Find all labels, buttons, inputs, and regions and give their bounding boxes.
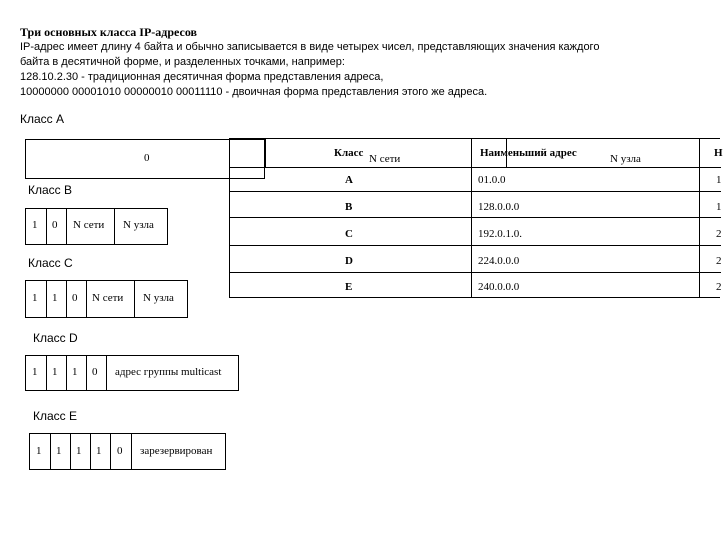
class-d-bit-3: 1	[72, 366, 78, 378]
class-d-multicast-field: адрес группы multicast	[115, 366, 222, 378]
class-d-label: Класс D	[33, 331, 78, 345]
header-clipped: Н	[714, 147, 723, 159]
intro-line-4: 10000000 00001010 00000010 00011110 - двоичная форма представления этого же адреса.	[20, 86, 488, 98]
row-c-class: C	[345, 228, 353, 240]
class-c-bit-3: 0	[72, 292, 78, 304]
class-a-label: Класс А	[20, 112, 65, 126]
class-e-reserved-field: зарезервирован	[140, 445, 213, 457]
row-b-class: B	[345, 201, 353, 213]
class-c-bit-2: 1	[52, 292, 58, 304]
header-lowest-address: Наименьший адрес	[480, 147, 577, 159]
class-d-bit-2: 1	[52, 366, 58, 378]
class-c-bit-1: 1	[32, 292, 38, 304]
class-address-table	[229, 138, 723, 298]
class-e-bit-1: 1	[36, 445, 42, 457]
class-c-net-field: N сети	[92, 292, 124, 304]
row-e-address: 240.0.0.0	[478, 281, 520, 293]
row-c-address: 192.0.1.0.	[478, 228, 522, 240]
class-e-diagram	[29, 433, 226, 470]
intro-line-2: байта в десятичной форме, и разделенных точками, например:	[20, 56, 345, 68]
row-a-class: A	[345, 174, 353, 186]
class-d-bit-4: 0	[92, 366, 98, 378]
class-c-host-field: N узла	[143, 292, 174, 304]
header-net-number: N сети	[369, 153, 401, 165]
class-e-bit-3: 1	[76, 445, 82, 457]
page-title: Три основных класса IP-адресов	[20, 25, 198, 39]
row-d-tail: 2	[716, 255, 722, 267]
class-d-diagram	[25, 355, 239, 391]
row-a-address: 01.0.0	[478, 174, 506, 186]
class-e-label: Класс Е	[33, 409, 78, 423]
row-b-address: 128.0.0.0	[478, 201, 520, 213]
row-a-tail: 1	[716, 174, 722, 186]
header-host-number: N узла	[610, 153, 641, 165]
row-c-tail: 2	[716, 228, 722, 240]
class-a-bit: 0	[144, 152, 150, 164]
class-c-diagram	[25, 280, 188, 318]
row-b-tail: 1	[716, 201, 722, 213]
intro-line-1: IP-адрес имеет длину 4 байта и обычно записывается в виде четырех чисел, представляющих значения каждого	[20, 41, 600, 53]
header-class: Класс	[334, 147, 364, 159]
class-b-bit-1: 1	[32, 219, 38, 231]
row-e-tail: 2	[716, 281, 722, 293]
class-c-label: Класс С	[28, 256, 73, 270]
class-b-label: Класс В	[28, 183, 73, 197]
class-b-host-field: N узла	[123, 219, 154, 231]
class-e-bit-4: 1	[96, 445, 102, 457]
class-b-net-field: N сети	[73, 219, 105, 231]
intro-line-3: 128.10.2.30 - традиционная десятичная форма представления адреса,	[20, 71, 384, 83]
row-d-class: D	[345, 255, 353, 267]
row-e-class: E	[345, 281, 353, 293]
class-d-bit-1: 1	[32, 366, 38, 378]
class-b-bit-2: 0	[52, 219, 58, 231]
class-e-bit-2: 1	[56, 445, 62, 457]
row-d-address: 224.0.0.0	[478, 255, 520, 267]
class-e-bit-5: 0	[117, 445, 123, 457]
class-b-diagram	[25, 208, 168, 245]
